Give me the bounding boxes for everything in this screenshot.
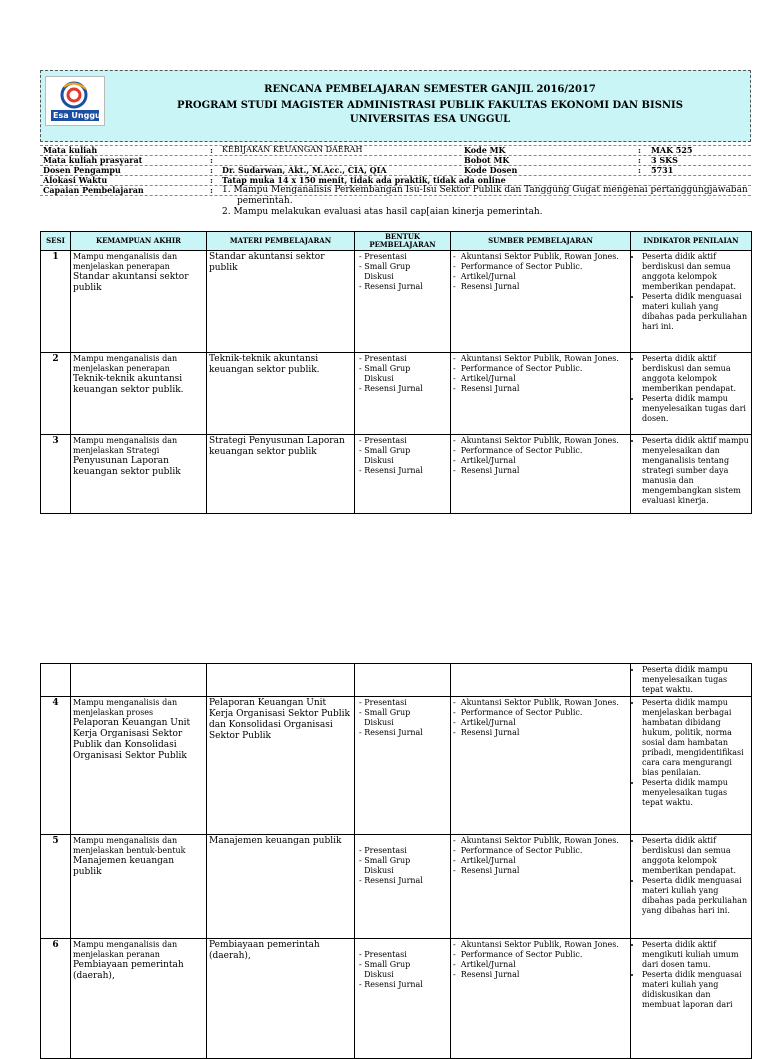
cell-bentuk	[355, 939, 451, 1059]
table-row	[41, 939, 752, 1059]
kemampuan-topic: Teknik-teknik akuntansi keuangan sektor publik.	[73, 374, 184, 395]
dosen-label: Dosen Pengampu	[43, 165, 121, 175]
capaian-1b: pemerintah.	[237, 196, 293, 206]
colon: :	[638, 145, 641, 155]
list-item: - Performance of Sector Public.	[453, 846, 583, 855]
list-item: • Peserta didik aktif berdiskusi dan semua anggota kelompok memberikan pendapat.	[642, 252, 749, 292]
list-item: - Resensi Jurnal	[359, 728, 423, 737]
kode-dosen-value: 5731	[651, 165, 674, 175]
kemampuan-topic: Standar akuntansi sektor publik	[73, 272, 189, 293]
indikator-list	[633, 698, 749, 808]
cell-kemampuan	[71, 353, 207, 435]
cell-sumber	[451, 939, 631, 1059]
bobot-value: 3 SKS	[651, 155, 678, 165]
cell-materi: Pembiayaan pemerintah (daerah),	[207, 939, 355, 1059]
kode-mk-label: Kode MK	[464, 145, 506, 155]
list-item: - Akuntansi Sektor Publik, Rowan Jones.	[453, 436, 619, 445]
list-item: • Peserta didik aktif mengikuti kuliah umum dari dosen tamu.	[642, 940, 749, 970]
kemampuan-topic: Penyusunan Laporan keuangan sektor publik	[73, 456, 181, 477]
list-item: - Resensi Jurnal	[359, 384, 423, 393]
indikator-list	[633, 665, 749, 695]
kemampuan-intro: Mampu menganalisis dan menjelaskan proses	[73, 698, 178, 717]
list-item: - Artikel/Jurnal	[453, 718, 516, 727]
indikator-list	[633, 354, 749, 424]
list-item: • Peserta didik menguasai materi kuliah yang dibahas pada perkuliahan yang dibahas hari ini.	[642, 876, 749, 916]
list-item: Diskusi	[359, 456, 394, 465]
table-row-continuation	[41, 664, 752, 697]
cell-empty	[71, 664, 207, 697]
list-item: - Small Grup	[359, 708, 411, 717]
list-item: - Resensi Jurnal	[359, 282, 423, 291]
list-item: - Performance of Sector Public.	[453, 950, 583, 959]
kode-mk-value: MAK 525	[651, 145, 693, 155]
indikator-list	[633, 252, 749, 332]
list-item: - Performance of Sector Public.	[453, 364, 583, 373]
kemampuan-topic: Pelaporan Keuangan Unit Kerja Organisasi Sektor Publik dan Konsolidasi Organisasi Sektor Publik	[73, 718, 191, 761]
cell-indikator	[631, 435, 752, 514]
list-item: - Resensi Jurnal	[453, 466, 520, 475]
kemampuan-intro: Mampu menganalisis dan menjelaskan Strategi	[73, 436, 178, 455]
mata-kuliah-label: Mata kuliah	[43, 145, 98, 155]
cell-sumber	[451, 353, 631, 435]
colon: :	[210, 185, 213, 195]
capaian-2: 2. Mampu melakukan evaluasi atas hasil cap[aian kinerja pemerintah.	[222, 207, 543, 217]
cell-materi: Teknik-teknik akuntansi keuangan sektor publik.	[207, 353, 355, 435]
list-item: - Artikel/Jurnal	[453, 272, 516, 281]
cell-kemampuan	[71, 835, 207, 939]
kemampuan-intro: Mampu menganalisis dan menjelaskan peranan	[73, 940, 178, 959]
list-item: Diskusi	[359, 272, 394, 281]
list-item: - Performance of Sector Public.	[453, 262, 583, 271]
table-row	[41, 835, 752, 939]
list-item: - Akuntansi Sektor Publik, Rowan Jones.	[453, 940, 619, 949]
colon: :	[210, 175, 213, 185]
list-item: - Small Grup	[359, 262, 411, 271]
cell-sesi: 4	[41, 697, 71, 835]
list-item: • Peserta didik mampu menyelesaikan tugas tepat waktu.	[642, 778, 749, 808]
list-item: • Peserta didik mampu menyelesaikan tugas dari dosen.	[642, 394, 749, 424]
cell-empty	[207, 664, 355, 697]
cell-bentuk	[355, 697, 451, 835]
list-item: - Presentasi	[359, 846, 407, 855]
bobot-label: Bobot MK	[464, 155, 510, 165]
rps-table-page-1	[40, 231, 752, 514]
colon: :	[210, 165, 213, 175]
list-item: • Peserta didik aktif berdiskusi dan semua anggota kelompok memberikan pendapat.	[642, 354, 749, 394]
cell-bentuk	[355, 251, 451, 353]
list-item: - Presentasi	[359, 698, 407, 707]
list-item: - Artikel/Jurnal	[453, 456, 516, 465]
list-item: - Akuntansi Sektor Publik, Rowan Jones.	[453, 836, 619, 845]
cell-sumber	[451, 435, 631, 514]
colon: :	[210, 145, 213, 155]
col-kemampuan: KEMAMPUAN AKHIR	[71, 232, 207, 251]
cell-kemampuan	[71, 697, 207, 835]
cell-sesi: 3	[41, 435, 71, 514]
alokasi-value: Tatap muka 14 x 150 menit, tidak ada praktik, tidak ada online	[222, 175, 506, 185]
cell-sumber	[451, 835, 631, 939]
list-item: - Resensi Jurnal	[359, 466, 423, 475]
logo-text: Esa Unggul	[53, 111, 104, 120]
list-item: • Peserta didik mampu menjelaskan berbagai hambatan dibidang hukum, politik, norma sosial dam hambatan pribadi, mengidentifikasi cara cara mengurangi bias penilaian.	[642, 698, 749, 778]
list-item: - Presentasi	[359, 950, 407, 959]
cell-kemampuan	[71, 435, 207, 514]
list-item: - Resensi Jurnal	[453, 728, 520, 737]
list-item: - Artikel/Jurnal	[453, 960, 516, 969]
list-item: - Resensi Jurnal	[359, 876, 423, 885]
kemampuan-intro: Mampu menganalisis dan menjelaskan bentuk-bentuk	[73, 836, 186, 855]
col-indikator: INDIKATOR PENILAIAN	[631, 232, 752, 251]
table-header-row	[41, 232, 752, 251]
list-item: - Akuntansi Sektor Publik, Rowan Jones.	[453, 354, 619, 363]
cell-indikator	[631, 251, 752, 353]
list-item: - Artikel/Jurnal	[453, 856, 516, 865]
indikator-list	[633, 940, 749, 1010]
list-item: Diskusi	[359, 374, 394, 383]
kemampuan-intro: Mampu menganalisis dan menjelaskan penerapan	[73, 354, 178, 373]
table-row	[41, 435, 752, 514]
table-row	[41, 697, 752, 835]
col-bentuk: BENTUK PEMBELAJARAN	[355, 232, 451, 251]
capaian-label: Capaian Pembelajaran	[43, 185, 144, 195]
list-item: - Resensi Jurnal	[453, 384, 520, 393]
list-item: - Akuntansi Sektor Publik, Rowan Jones.	[453, 698, 619, 707]
col-sesi: SESI	[41, 232, 71, 251]
cell-indikator	[631, 939, 752, 1059]
prasyarat-label: Mata kuliah prasyarat	[43, 155, 143, 165]
colon: :	[210, 155, 213, 165]
cell-materi: Standar akuntansi sektor publik	[207, 251, 355, 353]
list-item: • Peserta didik menguasai materi kuliah yang dibahas pada perkuliahan hari ini.	[642, 292, 749, 332]
table-row	[41, 251, 752, 353]
list-item: • Peserta didik menguasai materi kuliah yang didiskusikan dan membuat laporan dari	[642, 970, 749, 1010]
cell-sumber	[451, 251, 631, 353]
cell-bentuk	[355, 835, 451, 939]
list-item: - Presentasi	[359, 436, 407, 445]
cell-bentuk	[355, 353, 451, 435]
list-item: - Small Grup	[359, 856, 411, 865]
list-item: - Small Grup	[359, 446, 411, 455]
cell-kemampuan	[71, 939, 207, 1059]
cell-sesi: 1	[41, 251, 71, 353]
cell-indikator	[631, 835, 752, 939]
col-materi: MATERI PEMBELAJARAN	[207, 232, 355, 251]
table-row	[41, 353, 752, 435]
cell-indikator	[631, 664, 752, 697]
list-item: - Performance of Sector Public.	[453, 446, 583, 455]
list-item: • Peserta didik aktif mampu menyelesaikan dan menganalisis tentang strategi sumber daya manusia dan mengembangkan sistem evaluasi kinerja.	[642, 436, 749, 506]
indikator-list	[633, 836, 749, 916]
capaian-1: 1. Mampu Menganalisis Perkembangan Isu-Isu Sektor Publik dan Tanggung Gugat mengenai pertanggungjawaban	[222, 185, 748, 195]
list-item: - Presentasi	[359, 354, 407, 363]
colon: :	[638, 155, 641, 165]
cell-empty	[41, 664, 71, 697]
cell-sumber	[451, 697, 631, 835]
list-item: - Presentasi	[359, 252, 407, 261]
cell-empty	[451, 664, 631, 697]
cell-materi: Strategi Penyusunan Laporan keuangan sektor publik	[207, 435, 355, 514]
list-item: - Resensi Jurnal	[453, 282, 520, 291]
cell-sesi: 6	[41, 939, 71, 1059]
kemampuan-topic: Manajemen keuangan publik	[73, 856, 175, 877]
list-item: Diskusi	[359, 718, 394, 727]
indikator-list	[633, 436, 749, 506]
university-logo	[45, 76, 105, 126]
kemampuan-topic: Pembiayaan pemerintah (daerah),	[73, 960, 184, 981]
kemampuan-intro: Mampu menganalisis dan menjelaskan penerapan	[73, 252, 178, 271]
alokasi-label: Alokasi Waktu	[43, 175, 108, 185]
cell-indikator	[631, 697, 752, 835]
cell-sesi: 2	[41, 353, 71, 435]
kode-dosen-label: Kode Dosen	[464, 165, 518, 175]
document-title: RENCANA PEMBELAJARAN SEMESTER GANJIL 2016/2017	[264, 84, 596, 95]
cell-indikator	[631, 353, 752, 435]
list-item: - Resensi Jurnal	[453, 970, 520, 979]
mata-kuliah-value: KEBIJAKAN KEUANGAN DAERAH	[222, 145, 363, 154]
col-sumber: SUMBER PEMBELAJARAN	[451, 232, 631, 251]
cell-bentuk	[355, 435, 451, 514]
list-item: Diskusi	[359, 866, 394, 875]
list-item: - Small Grup	[359, 364, 411, 373]
cell-sesi: 5	[41, 835, 71, 939]
rps-table-page-2	[40, 663, 752, 1059]
cell-materi: Manajemen keuangan publik	[207, 835, 355, 939]
cell-materi: Pelaporan Keuangan Unit Kerja Organisasi Sektor Publik dan Konsolidasi Organisasi Sektor Publik	[207, 697, 355, 835]
cell-kemampuan	[71, 251, 207, 353]
list-item: Diskusi	[359, 970, 394, 979]
list-item: - Artikel/Jurnal	[453, 374, 516, 383]
university-title: UNIVERSITAS ESA UNGGUL	[349, 114, 511, 125]
dosen-value: Dr. Sudarwan, Akt., M.Acc., CIA, QIA	[222, 165, 387, 175]
colon: :	[638, 165, 641, 175]
list-item: - Performance of Sector Public.	[453, 708, 583, 717]
list-item: • Peserta didik aktif berdiskusi dan semua anggota kelompok memberikan pendapat.	[642, 836, 749, 876]
program-title: PROGRAM STUDI MAGISTER ADMINISTRASI PUBLIK FAKULTAS EKONOMI DAN BISNIS	[177, 100, 683, 111]
list-item: - Akuntansi Sektor Publik, Rowan Jones.	[453, 252, 619, 261]
list-item: - Small Grup	[359, 960, 411, 969]
cell-empty	[355, 664, 451, 697]
list-item: - Resensi Jurnal	[453, 866, 520, 875]
list-item: • Peserta didik mampu menyelesaikan tugas tepat waktu.	[642, 665, 749, 695]
list-item: - Resensi Jurnal	[359, 980, 423, 989]
